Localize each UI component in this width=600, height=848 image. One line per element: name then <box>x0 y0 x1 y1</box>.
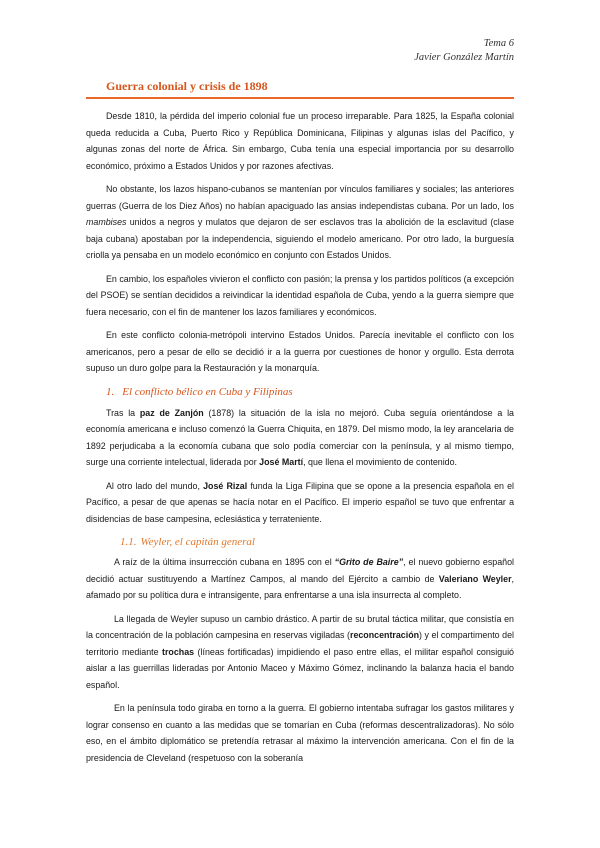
header-topic: Tema 6 <box>483 38 514 49</box>
paragraph-4: En este conflicto colonia-metrópoli intervino Estados Unidos. Parecía inevitable el conflicto con los americanos, pero a pesar de ello se decidió ir a la guerra por cuestiones de honor y orgullo. Esta derrota supuso un duro golpe para la Restauración y la monarquía. <box>86 330 514 373</box>
paragraph-7: A raíz de la última insurrección cubana en 1895 con el “Grito de Baire”, el nuevo gobierno español decidió actuar sustituyendo a Martínez Campos, al mando del Ejército a cambio de Valeriano Weyler, afamado por su política dura e intransigente, para enfrentarse a una isla insurrecta al completo. <box>86 557 514 600</box>
paragraph-8: La llegada de Weyler supuso un cambio drástico. A partir de su brutal táctica militar, que consistía en la concentración de la población campesina en reservas vigiladas (reconcentración) y el compartimento del territorio mediante trochas (líneas fortificadas) impidiendo el paso entre ellas, el militar español consiguió aislar a las guerrillas lideradas por Antonio Maceo y Máximo Gómez, inclinando la balanza hacia el bando español. <box>86 613 514 690</box>
paragraph-6: Al otro lado del mundo, José Rizal funda la Liga Filipina que se opone a la presencia española en el Pacífico, a pesar de que apenas se hacía notar en el Pacífico. El imperio español se tuvo que enfrentar a disidencias de base campesina, eclesiástica y terrateniente. <box>86 480 514 524</box>
paragraph-5: Tras la paz de Zanjón (1878) la situación de la isla no mejoró. Cuba seguía orientándose a la economía americana e incluso comenzó la Guerra Chiquita, en 1879. Del mismo modo, la ley arancelaria de 1892 perjudicaba a la economía cubana que solo podía comerciar con la península, y al mismo tiempo, surge una corriente intelectual, liderada por José Martí, que llena el movimiento de contenido. <box>86 407 514 467</box>
paragraph-9: En la península todo giraba en torno a la guerra. El gobierno intentaba sufragar los gastos militares y lograr consenso en cuanto a las medidas que se tomarían en Cuba (reformas descentralizadoras). No sólo eso, en el ámbito diplomático se pretendía retrasar al máximo la intervención americana. Con el fin de la presidencia de Cleveland (respetuoso con la soberanía <box>86 703 514 763</box>
header-author: Javier González Martín <box>414 52 514 63</box>
document-title: Guerra colonial y crisis de 1898 <box>106 79 268 93</box>
document-body <box>86 108 514 773</box>
section-heading-1: 1. El conflicto bélico en Cuba y Filipinas <box>106 385 293 398</box>
page-header <box>414 37 514 65</box>
mambises-term: mambises <box>86 217 127 227</box>
paragraph-3: En cambio, los españoles vivieron el conflicto con pasión; la prensa y los partidos políticos (a excepción del PSOE) se sentían decididos a reivindicar la identidad española de Cuba, yendo a la guerra siempre que fuera necesario, con el fin de mantener los lazos familiares y económicos. <box>86 273 514 317</box>
paragraph-2: No obstante, los lazos hispano-cubanos se mantenían por vínculos familiares y sociales; las anteriores guerras (Guerra de los Diez Años) no habían apaciguado las ansias independistas cubana. Por un lado, los mambises unidos a negros y mulatos que dejaron de ser esclavos tras la abolición de la esclavitud (clase baja cubana) apostaban por la independencia, siguiendo el modelo americano. Por otro lado, la burguesía criolla ya pensaba en un modelo económico en conjunto con Estados Unidos. <box>86 184 514 260</box>
title-rule <box>86 97 514 99</box>
paragraph-1: Desde 1810, la pérdida del imperio colonial fue un proceso irreparable. Para 1825, la España colonial queda reducida a Cuba, Puerto Rico y República Dominicana, Filipinas y algunas islas del Pacífico, y algunas zonas del norte de África. Sin embargo, Cuba tenía una especial importancia por su desarrollo económico, próximo a Estados Unidos y por razones afectivas. <box>86 111 514 171</box>
section-heading-1-1: 1.1. Weyler, el capitán general <box>120 536 255 548</box>
